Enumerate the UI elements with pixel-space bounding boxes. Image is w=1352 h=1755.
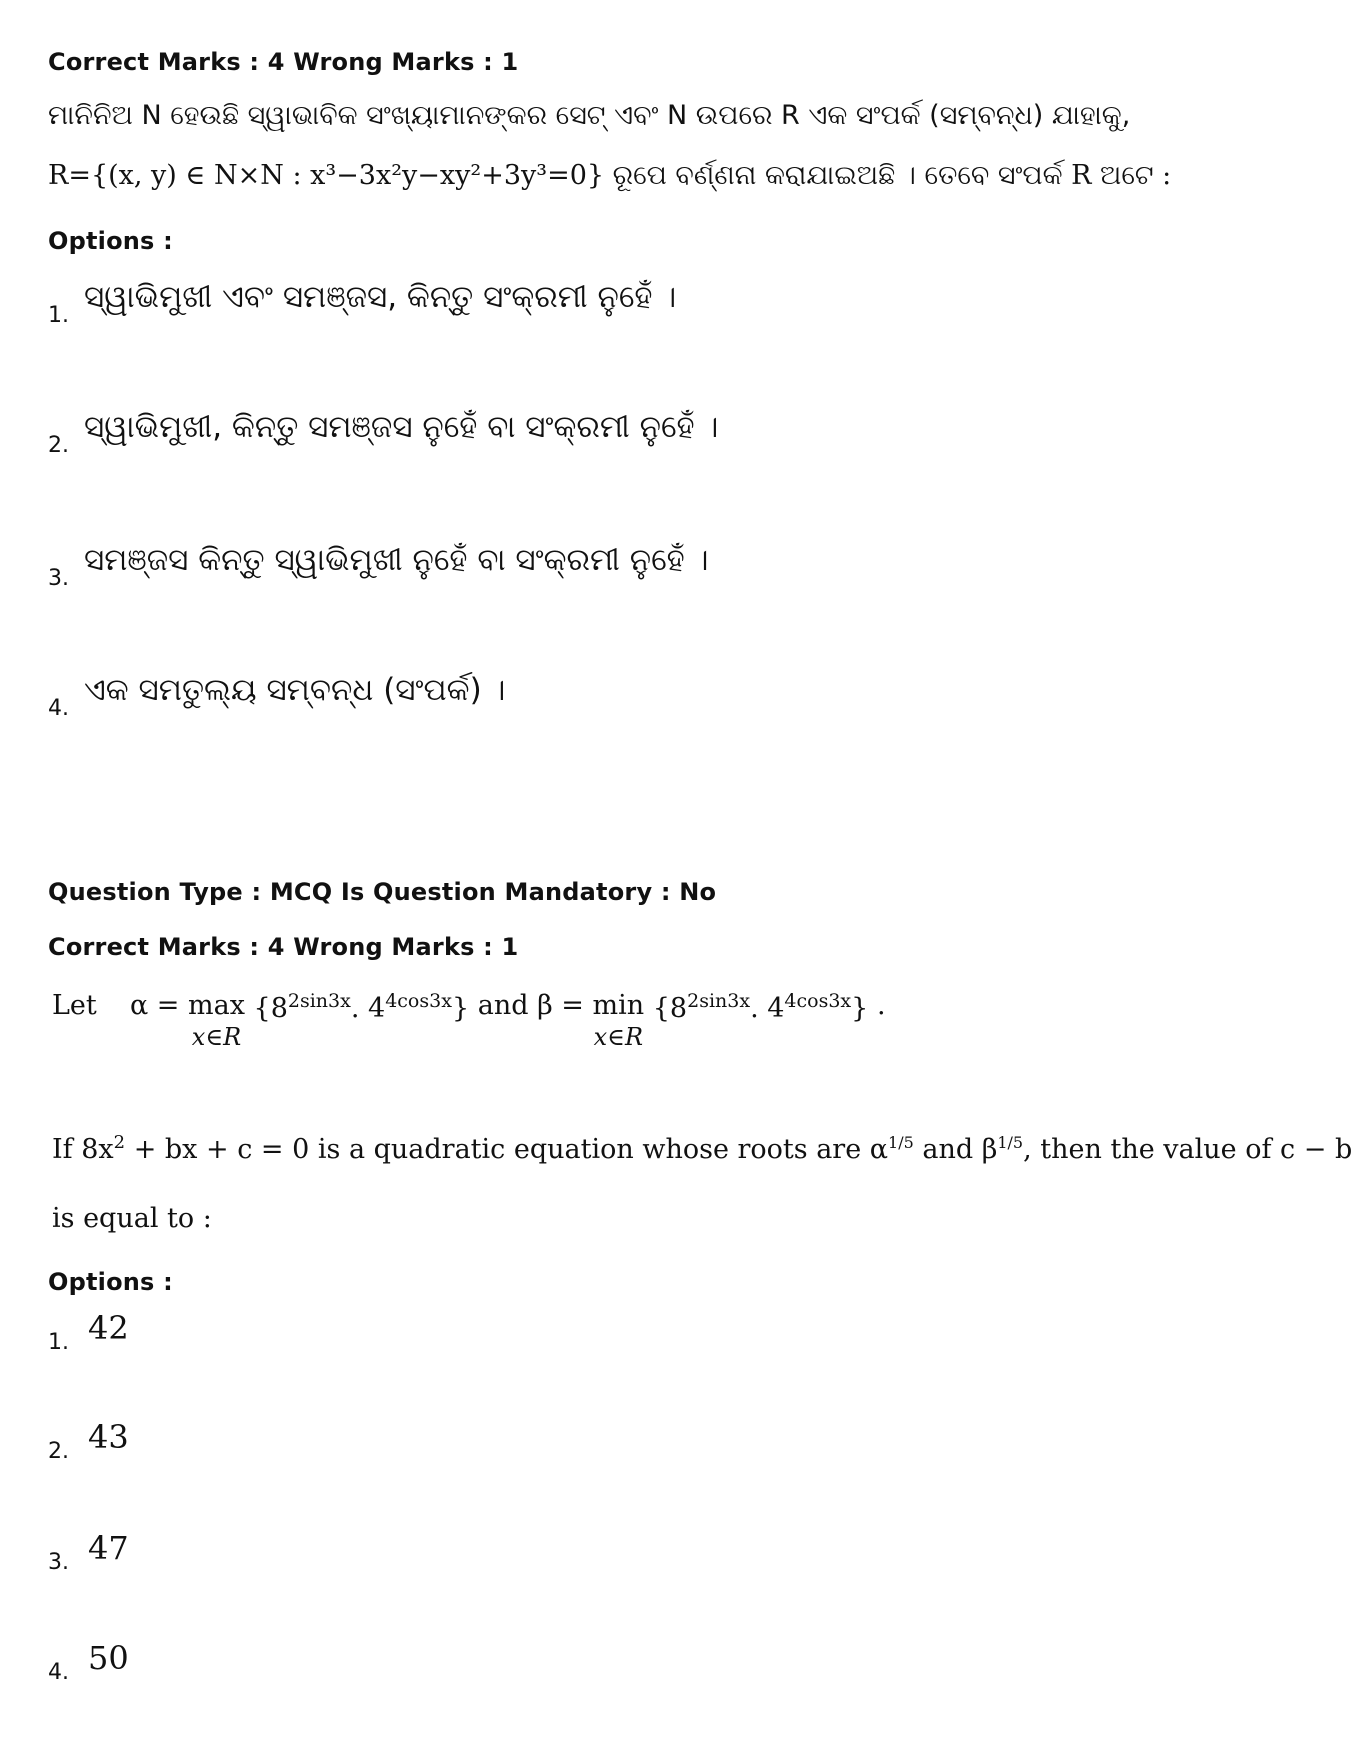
q1-option-3[interactable] — [48, 542, 709, 591]
option-value: 47 — [88, 1529, 129, 1567]
option-value: 50 — [88, 1639, 129, 1677]
q2-option-2[interactable] — [48, 1418, 129, 1464]
option-text: ସ୍ୱାଭିମୁଖୀ ଏବଂ ସମଞ୍ଜସ, କିନ୍ତୁ ସଂକ୍ରମୀ ନୁହେଁ । — [84, 279, 677, 315]
q1-option-2[interactable] — [48, 409, 719, 458]
q2-option-1[interactable] — [48, 1309, 129, 1355]
beta-symbol: β — [981, 1134, 998, 1165]
alpha-symbol: α — [869, 1134, 889, 1165]
option-number: 1. — [48, 1330, 69, 1355]
q2-is-equal-to: is equal to : — [52, 1203, 212, 1234]
option-number: 1. — [48, 303, 69, 328]
q2-definition: Let α = max x∈R {$8^{2sin3x}$. $4^{4cos3x}$} and β = min x∈R {$8^{2sin3x}$. $4^{4cos3x}$} . — [52, 990, 886, 1051]
option-number: 4. — [48, 696, 69, 721]
q1-marks: Correct Marks : 4 Wrong Marks : 1 — [48, 48, 519, 76]
q1-text-line2: R={(x, y) ∈ N×N : x³−3x²y−xy²+3y³=0} ରୂପେ ବର୍ଣ୍ଣନା କରାଯାଇଅଛି । ତେବେ ସଂପର୍କ R ଅଟେ : — [48, 160, 1172, 191]
option-number: 3. — [48, 566, 69, 591]
option-value: 43 — [88, 1418, 129, 1456]
q1-option-1[interactable] — [48, 279, 677, 328]
option-text: ସ୍ୱାଭିମୁଖୀ, କିନ୍ତୁ ସମଞ୍ଜସ ନୁହେଁ ବା ସଂକ୍ରମୀ ନୁହେଁ । — [84, 409, 719, 445]
max-operator: max x∈R — [188, 990, 245, 1051]
min-operator: min x∈R — [592, 990, 645, 1051]
q2-option-4[interactable] — [48, 1639, 129, 1685]
alpha-equals: α = — [129, 990, 180, 1021]
q2-type-line: Question Type : MCQ Is Question Mandatory : No — [48, 878, 717, 906]
q2-option-3[interactable] — [48, 1529, 129, 1575]
q1-option-4[interactable] — [48, 672, 506, 721]
option-number: 2. — [48, 1439, 69, 1464]
q2-options-label: Options : — [48, 1268, 173, 1296]
beta-expression: {$8^{2sin3x}$. $4^{4cos3x}$} — [652, 990, 869, 1024]
word-and: and — [477, 990, 529, 1021]
q2-marks: Correct Marks : 4 Wrong Marks : 1 — [48, 933, 519, 961]
alpha-expression: {$8^{2sin3x}$. $4^{4cos3x}$} — [253, 990, 470, 1024]
word-let: Let — [52, 990, 97, 1021]
beta-equals: β = — [537, 990, 584, 1021]
q2-equation-line: If $8x^2$ + bx + c = 0 is a quadratic equation whose roots are $\alpha^{1/5}$ and $\beta^{1/5}$, then the value of c − b — [52, 1132, 1352, 1165]
q1-options-label: Options : — [48, 227, 173, 255]
option-text: ସମଞ୍ଜସ କିନ୍ତୁ ସ୍ୱାଭିମୁଖୀ ନୁହେଁ ବା ସଂକ୍ରମୀ ନୁହେଁ । — [84, 542, 709, 578]
option-number: 3. — [48, 1550, 69, 1575]
option-number: 4. — [48, 1660, 69, 1685]
option-text: ଏକ ସମତୁଲ୍ୟ ସମ୍ବନ୍ଧ (ସଂପର୍କ) । — [84, 672, 506, 708]
q1-text-line1: ମାନିନିଅ N ହେଉଛି ସ୍ୱାଭାବିକ ସଂଖ୍ୟାମାନଙ୍କର ସେଟ୍ ଏବଂ N ଉପରେ R ଏକ ସଂପର୍କ (ସମ୍ବନ୍ଧ) ଯାହାକୁ, — [48, 100, 1131, 131]
option-number: 2. — [48, 433, 69, 458]
option-value: 42 — [88, 1309, 129, 1347]
